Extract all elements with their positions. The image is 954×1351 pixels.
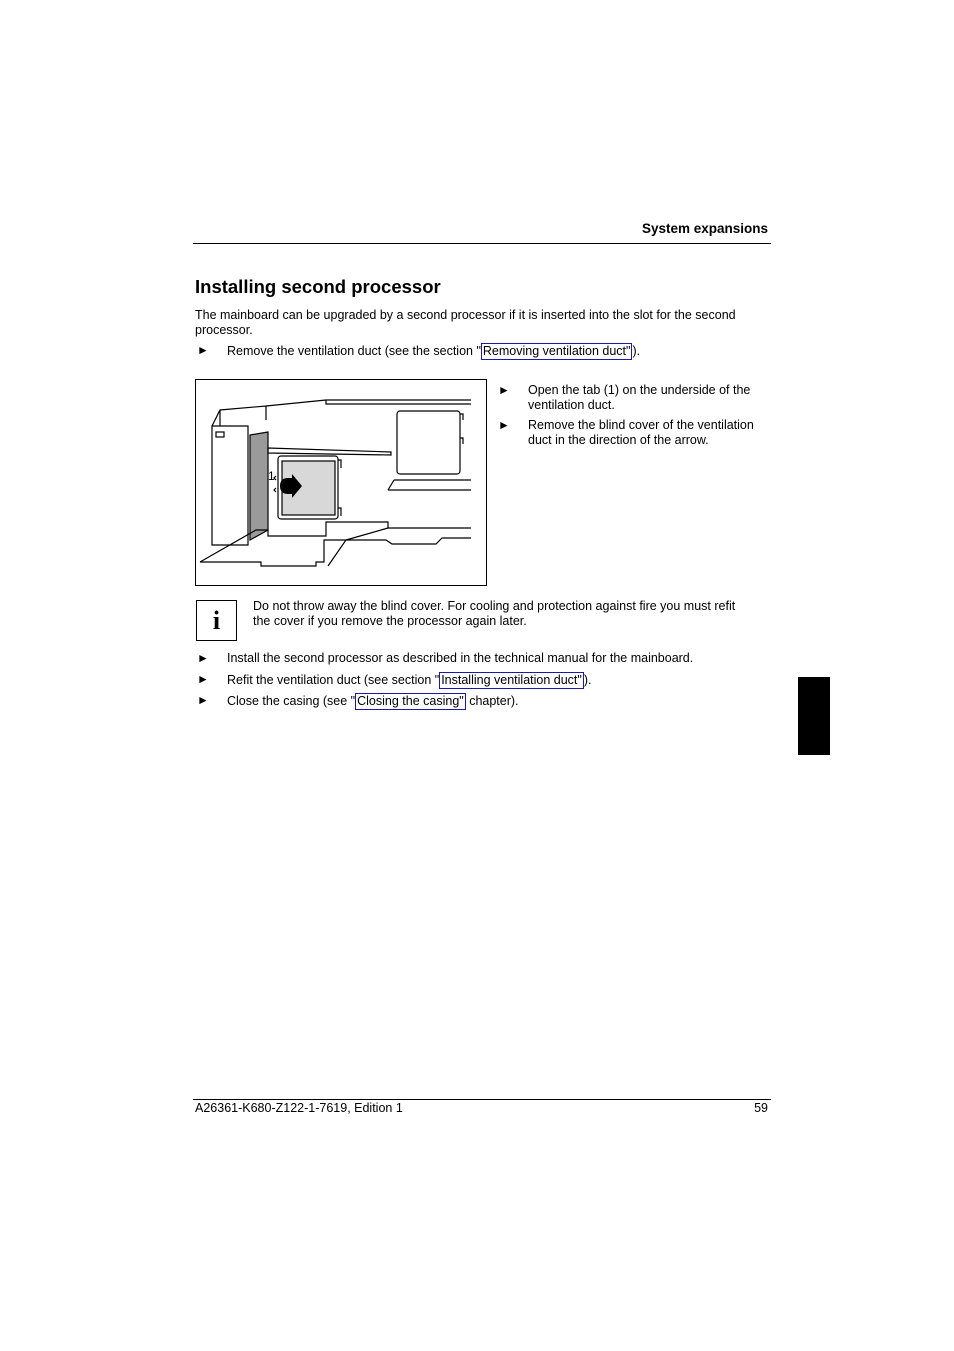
step-remove-blind-cover [528,418,768,448]
step-line: Open the tab (1) on the underside of the [528,383,751,397]
step-install-processor: Install the second processor as described in the technical manual for the mainboard. [227,651,694,665]
footer-doc-id: A26361-K680-Z122-1-7619, Edition 1 [195,1101,403,1115]
step-text: Refit the ventilation duct (see section " [227,673,440,687]
running-header: System expansions [641,221,768,236]
step-text-end: ). [632,344,641,358]
bullet-arrow-icon: ► [197,651,209,665]
info-icon [196,600,237,641]
bullet-arrow-icon: ► [498,383,510,397]
link-removing-ventilation-duct[interactable]: Removing ventilation duct" [482,344,631,358]
step-open-tab [528,383,768,413]
link-installing-ventilation-duct[interactable]: Installing ventilation duct" [441,673,582,687]
step-text-end: ). [583,673,592,687]
step-refit-duct [227,672,591,689]
info-icon-letter: i [212,606,221,635]
bullet-arrow-icon: ► [498,418,510,432]
step-remove-duct [227,343,640,360]
header-rule [193,243,771,244]
step-text: Close the casing (see " [227,694,356,708]
page-heading: Installing second processor [195,276,441,297]
ventilation-duct-drawing [196,380,486,585]
step-text-end: chapter). [465,694,519,708]
step-line: Remove the blind cover of the ventilation [528,418,754,432]
step-close-casing [227,693,519,710]
callout-label-1: 1 [268,469,275,483]
footer-rule [193,1099,771,1100]
bullet-arrow-icon: ► [197,693,209,707]
step-line: ventilation duct. [528,398,615,412]
page-number: 59 [754,1101,768,1115]
step-text: Remove the ventilation duct (see the section " [227,344,481,358]
illustration-ventilation-duct [195,379,487,586]
step-line: duct in the direction of the arrow. [528,433,709,447]
intro-paragraph: The mainboard can be upgraded by a second processor if it is inserted into the slot for the second processor. [195,308,736,337]
link-closing-the-casing[interactable]: Closing the casing" [357,694,464,708]
bullet-arrow-icon: ► [197,343,209,357]
info-line: the cover if you remove the processor again later. [253,614,527,628]
info-line: Do not throw away the blind cover. For cooling and protection against fire you must refit [253,599,736,613]
info-note [253,599,768,629]
chapter-thumb-tab [798,677,830,755]
bullet-arrow-icon: ► [197,672,209,686]
